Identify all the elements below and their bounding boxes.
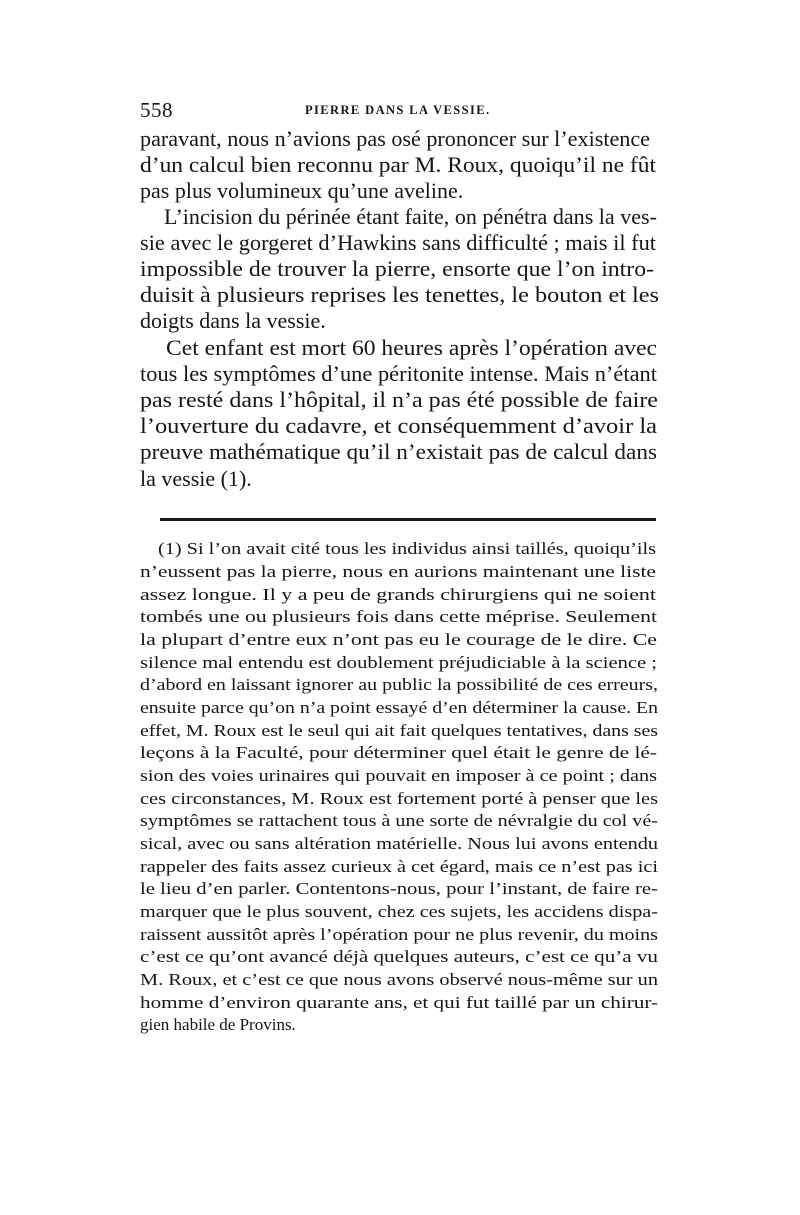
text-line: la vessie (1). bbox=[140, 466, 252, 491]
footnote-line: leçons à la Faculté, pour déterminer quel était le genre de lé- bbox=[140, 743, 657, 762]
footnote-line: marquer que le plus souvent, chez ces sujets, les accidens dispa- bbox=[140, 902, 658, 921]
footnote-line: M. Roux, et c’est ce que nous avons observé nous-même sur un bbox=[140, 970, 659, 989]
footnote-line: n’eussent pas la pierre, nous en aurions maintenant une liste bbox=[140, 562, 656, 581]
text-line: paravant, nous n’avions pas osé prononcer sur l’existence bbox=[140, 126, 651, 151]
footnote-line: sion des voies urinaires qui pouvait en imposer à ce point ; dans bbox=[140, 766, 658, 785]
footnote-line: le lieu d’en parler. Contentons-nous, pour l’instant, de faire re- bbox=[140, 879, 659, 898]
footnote-line: assez longue. Il y a peu de grands chirurgiens qui ne soient bbox=[140, 585, 657, 604]
text-line: sie avec le gorgeret d’Hawkins sans difficulté ; mais il fut bbox=[140, 230, 656, 255]
footnote-first-line: (1) Si l’on avait cité tous les individus ainsi taillés, quoiqu’ils bbox=[158, 539, 656, 558]
footnote-line: d’abord en laissant ignorer au public la possibilité de ces erreurs, bbox=[140, 675, 659, 694]
footnote-line: c’est ce qu’ont avancé déjà quelques auteurs, c’est ce qu’a vu bbox=[140, 947, 658, 966]
text-line: l’ouverture du cadavre, et conséquemment d’avoir la bbox=[140, 413, 658, 438]
text-line: preuve mathématique qu’il n’existait pas de calcul dans bbox=[140, 439, 658, 464]
page-header bbox=[140, 97, 660, 123]
footnote-line: la plupart d’entre eux n’ont pas eu le courage de le dire. Ce bbox=[140, 630, 657, 649]
text-line: duisit à plusieurs reprises les tenettes, le bouton et les bbox=[140, 282, 660, 307]
page-number: 558 bbox=[140, 98, 173, 122]
text-line: impossible de trouver la pierre, ensorte que l’on intro- bbox=[140, 256, 654, 281]
text-line: d’un calcul bien reconnu par M. Roux, quoiqu’il ne fût bbox=[140, 152, 656, 177]
paragraph-first-line: L’incision du périnée étant faite, on pénétra dans la ves- bbox=[164, 204, 657, 229]
footnote-line: ensuite parce qu’on n’a point essayé d’en déterminer la cause. En bbox=[140, 698, 658, 717]
footnote-line: symptômes se rattachent tous à une sorte de névralgie du col vé- bbox=[140, 811, 658, 830]
text-line: doigts dans la vessie. bbox=[140, 308, 326, 333]
footnote-line: homme d’environ quarante ans, et qui fut taillé par un chirur- bbox=[140, 993, 659, 1012]
footnote-line: ces circonstances, M. Roux est fortement porté à penser que les bbox=[140, 789, 659, 808]
footnote-line: tombés une ou plusieurs fois dans cette méprise. Seulement bbox=[140, 607, 658, 626]
footnote-line: effet, M. Roux est le seul qui ait fait quelques tentatives, dans ses bbox=[140, 721, 659, 740]
text-line: pas resté dans l’hôpital, il n’a pas été possible de faire bbox=[140, 387, 658, 412]
footnote-line: silence mal entendu est doublement préjudiciable à la science ; bbox=[140, 653, 658, 672]
footnote-separator-rule bbox=[160, 518, 656, 521]
footnote-line: rappeler des faits assez curieux à cet égard, mais ce n’est pas ici bbox=[140, 857, 659, 876]
text-line: pas plus volumineux qu’une aveline. bbox=[140, 178, 464, 203]
footnote-line: raissent aussitôt après l’opération pour ne plus revenir, du moins bbox=[140, 925, 659, 944]
footnote-line: sical, avec ou sans altération matérielle. Nous lui avons entendu bbox=[140, 834, 658, 853]
footnote-last-line: gien habile de Provins. bbox=[140, 1015, 296, 1034]
paragraph-first-line: Cet enfant est mort 60 heures après l’opération avec bbox=[166, 335, 658, 360]
running-head: PIERRE DANS LA VESSIE. bbox=[305, 103, 491, 117]
text-line: tous les symptômes d’une péritonite intense. Mais n’étant bbox=[140, 361, 657, 386]
